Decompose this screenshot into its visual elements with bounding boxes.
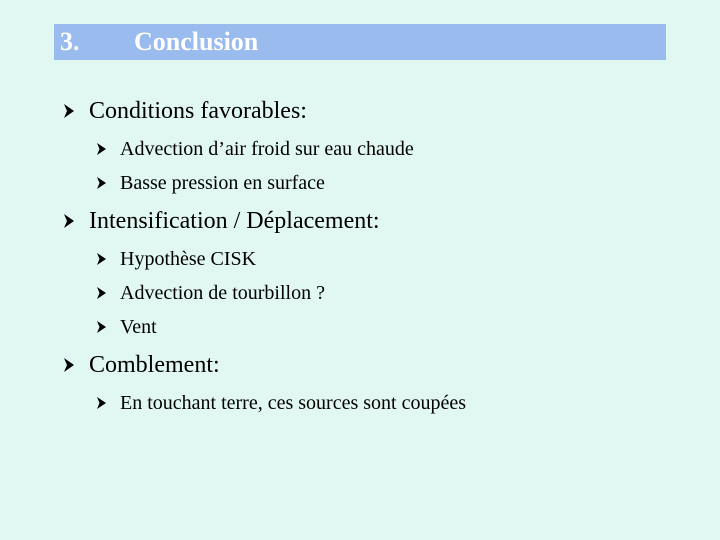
bullet-heading-intensification — [63, 206, 380, 236]
slide-title: Conclusion — [134, 27, 259, 56]
bullet-item — [96, 246, 256, 272]
bullet-heading-comblement — [63, 350, 220, 380]
bullet-heading-conditions — [63, 96, 307, 126]
bullet-item-text: Advection de tourbillon ? — [120, 282, 325, 304]
bullet-item-text: En touchant terre, ces sources sont coupées — [120, 392, 466, 414]
arrowhead-bullet-icon — [96, 280, 120, 306]
bullet-item — [96, 314, 157, 340]
bullet-item-text: Hypothèse CISK — [120, 248, 257, 270]
arrowhead-bullet-icon — [63, 350, 89, 380]
arrowhead-bullet-icon — [63, 206, 89, 236]
bullet-item — [96, 170, 325, 196]
section-number: 3. — [60, 27, 80, 56]
arrowhead-bullet-icon — [96, 390, 120, 416]
arrowhead-bullet-icon — [96, 136, 120, 162]
bullet-heading-text: Intensification / Déplacement: — [89, 208, 380, 234]
bullet-item-text: Basse pression en surface — [120, 172, 325, 194]
bullet-item — [96, 136, 414, 162]
bullet-heading-text: Comblement: — [89, 352, 220, 378]
bullet-item — [96, 280, 325, 306]
arrowhead-bullet-icon — [96, 314, 120, 340]
arrowhead-bullet-icon — [96, 246, 120, 272]
bullet-item-text: Vent — [120, 316, 157, 338]
bullet-heading-text: Conditions favorables: — [89, 98, 307, 124]
arrowhead-bullet-icon — [96, 170, 120, 196]
arrowhead-bullet-icon — [63, 96, 89, 126]
bullet-item — [96, 390, 466, 416]
title-bar — [54, 24, 666, 60]
bullet-item-text: Advection d’air froid sur eau chaude — [120, 138, 414, 160]
